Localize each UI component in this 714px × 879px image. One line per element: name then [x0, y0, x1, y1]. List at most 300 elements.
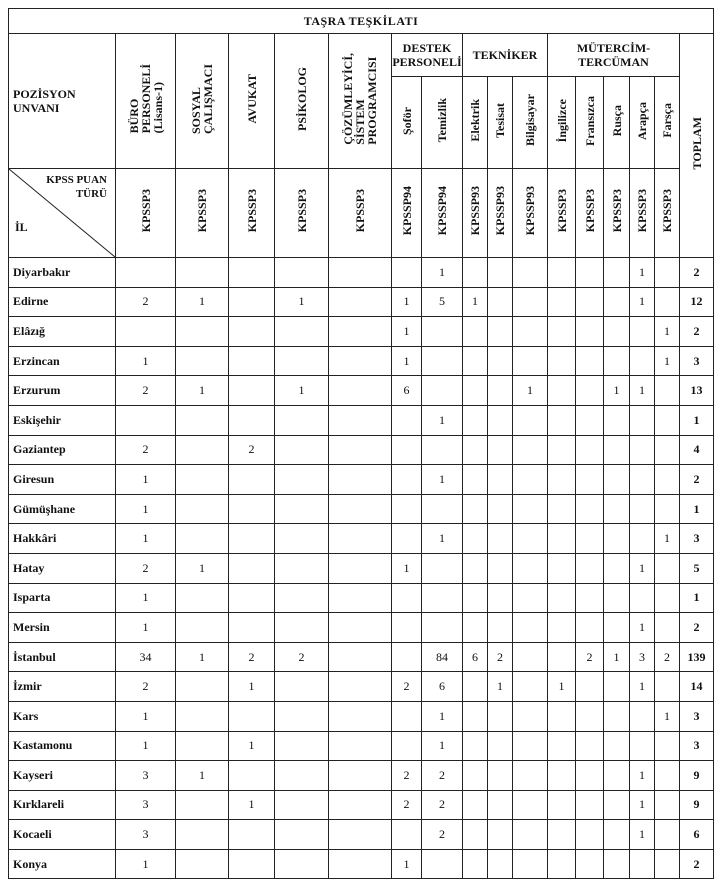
- count-cell: 1: [229, 672, 275, 702]
- col-header-label: Bilgisayar: [523, 94, 537, 147]
- group-header-tekniker: TEKNİKER: [463, 34, 548, 77]
- table-row: [9, 731, 714, 761]
- count-cell: [655, 494, 680, 524]
- table-row: [9, 317, 714, 347]
- count-cell: [392, 701, 422, 731]
- count-cell: [488, 494, 513, 524]
- count-cell: [655, 287, 680, 317]
- table-row: [9, 494, 714, 524]
- row-total: 4: [680, 435, 714, 465]
- count-cell: [275, 494, 329, 524]
- row-total: 12: [680, 287, 714, 317]
- count-cell: 3: [116, 820, 176, 850]
- count-cell: 2: [392, 761, 422, 791]
- count-cell: 84: [422, 642, 463, 672]
- count-cell: 1: [116, 524, 176, 554]
- count-cell: [329, 258, 392, 288]
- count-cell: [392, 405, 422, 435]
- col-header-psikolog: [275, 34, 329, 169]
- table-title: TAŞRA TEŞKİLATI: [9, 9, 714, 34]
- table-row: [9, 761, 714, 791]
- kpss-type-label: KPSSP93: [468, 186, 482, 236]
- count-cell: [392, 613, 422, 643]
- count-cell: [176, 524, 229, 554]
- count-cell: [576, 820, 604, 850]
- count-cell: [513, 583, 548, 613]
- kpss-il-corner: [9, 169, 116, 258]
- count-cell: [329, 346, 392, 376]
- kpss-type-label: KPSSP3: [609, 189, 624, 233]
- count-cell: 2: [422, 790, 463, 820]
- col-header-avukat: [229, 34, 275, 169]
- count-cell: [630, 346, 655, 376]
- table-row: [9, 376, 714, 406]
- count-cell: 1: [229, 731, 275, 761]
- count-cell: [513, 820, 548, 850]
- province-name: Gaziantep: [9, 435, 116, 465]
- count-cell: 1: [630, 613, 655, 643]
- count-cell: [488, 258, 513, 288]
- count-cell: 1: [275, 376, 329, 406]
- table-row: [9, 258, 714, 288]
- count-cell: [422, 317, 463, 347]
- count-cell: [176, 258, 229, 288]
- kpss-type-cell: [463, 169, 488, 258]
- count-cell: [548, 761, 576, 791]
- kpss-type-cell: [116, 169, 176, 258]
- count-cell: [116, 317, 176, 347]
- count-cell: [488, 435, 513, 465]
- count-cell: [463, 701, 488, 731]
- row-total: 3: [680, 524, 714, 554]
- count-cell: 1: [463, 287, 488, 317]
- count-cell: [604, 761, 630, 791]
- row-total: 9: [680, 790, 714, 820]
- count-cell: [488, 613, 513, 643]
- count-cell: [329, 731, 392, 761]
- count-cell: [513, 613, 548, 643]
- col-header-elektrik: [463, 77, 488, 169]
- count-cell: [513, 642, 548, 672]
- count-cell: [229, 258, 275, 288]
- count-cell: [655, 613, 680, 643]
- table-row: [9, 465, 714, 495]
- kpss-type-label: KPSSP3: [244, 189, 259, 233]
- count-cell: [329, 524, 392, 554]
- count-cell: 1: [275, 287, 329, 317]
- count-cell: [176, 613, 229, 643]
- count-cell: [229, 494, 275, 524]
- count-cell: [604, 790, 630, 820]
- count-cell: [488, 376, 513, 406]
- table-row: [9, 287, 714, 317]
- count-cell: 2: [116, 376, 176, 406]
- count-cell: 2: [422, 820, 463, 850]
- count-cell: [604, 465, 630, 495]
- col-header-label: İngilizce: [554, 98, 569, 143]
- count-cell: 2: [275, 642, 329, 672]
- count-cell: [576, 761, 604, 791]
- count-cell: 1: [229, 790, 275, 820]
- col-header-label: Elektrik: [468, 99, 482, 142]
- count-cell: [548, 553, 576, 583]
- count-cell: [604, 405, 630, 435]
- count-cell: [548, 465, 576, 495]
- kpss-type-label: KPSSP3: [294, 189, 309, 233]
- count-cell: [655, 672, 680, 702]
- count-cell: 2: [422, 761, 463, 791]
- count-cell: 2: [392, 672, 422, 702]
- kpss-type-cell: [329, 169, 392, 258]
- count-cell: [463, 731, 488, 761]
- count-cell: [229, 376, 275, 406]
- count-cell: [604, 258, 630, 288]
- count-cell: [576, 376, 604, 406]
- count-cell: [392, 494, 422, 524]
- kpss-type-cell: [604, 169, 630, 258]
- count-cell: 1: [116, 465, 176, 495]
- count-cell: [275, 465, 329, 495]
- count-cell: [176, 820, 229, 850]
- count-cell: [655, 553, 680, 583]
- count-cell: 2: [116, 287, 176, 317]
- count-cell: [488, 701, 513, 731]
- count-cell: [576, 613, 604, 643]
- count-cell: [176, 583, 229, 613]
- count-cell: 2: [655, 642, 680, 672]
- count-cell: [513, 287, 548, 317]
- count-cell: [513, 790, 548, 820]
- count-cell: [548, 731, 576, 761]
- count-cell: [275, 672, 329, 702]
- total-header-label: TOPLAM: [689, 117, 704, 170]
- count-cell: 1: [422, 524, 463, 554]
- row-total: 2: [680, 317, 714, 347]
- kpss-type-cell: [513, 169, 548, 258]
- count-cell: [329, 642, 392, 672]
- count-cell: [275, 583, 329, 613]
- count-cell: [513, 494, 548, 524]
- count-cell: [548, 583, 576, 613]
- count-cell: 34: [116, 642, 176, 672]
- row-total: 3: [680, 701, 714, 731]
- count-cell: 1: [655, 346, 680, 376]
- count-cell: [548, 642, 576, 672]
- table-row: [9, 346, 714, 376]
- count-cell: [392, 258, 422, 288]
- row-total: 2: [680, 613, 714, 643]
- count-cell: [463, 583, 488, 613]
- table-row: [9, 405, 714, 435]
- province-name: Konya: [9, 849, 116, 879]
- count-cell: 1: [630, 761, 655, 791]
- province-name: Erzurum: [9, 376, 116, 406]
- count-cell: [463, 761, 488, 791]
- col-header-label: Fransızca: [582, 95, 597, 146]
- table-row: [9, 701, 714, 731]
- count-cell: [329, 287, 392, 317]
- count-cell: [229, 317, 275, 347]
- count-cell: [275, 405, 329, 435]
- count-cell: 1: [513, 376, 548, 406]
- count-cell: [176, 672, 229, 702]
- col-header-tesisat: [488, 77, 513, 169]
- count-cell: 1: [422, 465, 463, 495]
- count-cell: [329, 494, 392, 524]
- group-header-destek: DESTEK PERSONELİ: [392, 34, 463, 77]
- count-cell: [655, 465, 680, 495]
- count-cell: [488, 287, 513, 317]
- kpss-type-cell: [576, 169, 604, 258]
- count-cell: [604, 346, 630, 376]
- kpss-type-label: KPSSP3: [353, 189, 367, 233]
- count-cell: [655, 731, 680, 761]
- kpss-type-cell: [229, 169, 275, 258]
- col-header-sofor: [392, 77, 422, 169]
- count-cell: [392, 435, 422, 465]
- count-cell: [463, 258, 488, 288]
- count-cell: 1: [392, 346, 422, 376]
- table-row: [9, 613, 714, 643]
- count-cell: [488, 731, 513, 761]
- col-header-cozumleyici: [329, 34, 392, 169]
- kpss-type-cell: [176, 169, 229, 258]
- count-cell: 1: [422, 701, 463, 731]
- count-cell: [513, 701, 548, 731]
- count-cell: [630, 435, 655, 465]
- count-cell: 1: [176, 642, 229, 672]
- count-cell: [329, 790, 392, 820]
- count-cell: [275, 317, 329, 347]
- province-name: Gümüşhane: [9, 494, 116, 524]
- table-row: [9, 642, 714, 672]
- count-cell: [576, 701, 604, 731]
- count-cell: 2: [488, 642, 513, 672]
- province-name: Hatay: [9, 553, 116, 583]
- kpss-type-label: KPSSP3: [195, 189, 209, 233]
- table-row: [9, 672, 714, 702]
- count-cell: 1: [630, 287, 655, 317]
- count-cell: [463, 435, 488, 465]
- col-header-buro: [116, 34, 176, 169]
- count-cell: 1: [392, 317, 422, 347]
- count-cell: [229, 405, 275, 435]
- province-name: Giresun: [9, 465, 116, 495]
- count-cell: [630, 524, 655, 554]
- count-cell: [548, 701, 576, 731]
- count-cell: [513, 553, 548, 583]
- count-cell: [392, 820, 422, 850]
- count-cell: 6: [392, 376, 422, 406]
- table-row: [9, 849, 714, 879]
- count-cell: [229, 613, 275, 643]
- count-cell: 1: [655, 524, 680, 554]
- count-cell: [392, 465, 422, 495]
- table-row: [9, 435, 714, 465]
- col-header-label: BÜRO PERSONELİ (Lisans-1): [126, 64, 165, 134]
- col-header-label: AVUKAT: [244, 74, 259, 124]
- count-cell: [329, 376, 392, 406]
- row-total: 5: [680, 553, 714, 583]
- row-total: 13: [680, 376, 714, 406]
- col-header-sosyal: [176, 34, 229, 169]
- count-cell: [488, 524, 513, 554]
- count-cell: [548, 317, 576, 347]
- count-cell: [176, 494, 229, 524]
- count-cell: [655, 761, 680, 791]
- count-cell: [655, 376, 680, 406]
- count-cell: [329, 317, 392, 347]
- count-cell: [576, 553, 604, 583]
- kpss-type-cell: [630, 169, 655, 258]
- count-cell: 1: [630, 376, 655, 406]
- count-cell: [229, 761, 275, 791]
- table-row: [9, 524, 714, 554]
- count-cell: 1: [422, 258, 463, 288]
- count-cell: [422, 494, 463, 524]
- count-cell: [604, 731, 630, 761]
- count-cell: [463, 672, 488, 702]
- col-header-label: ÇÖZÜMLEYİCİ, SİSTEM PROGRAMCISI: [341, 53, 379, 145]
- count-cell: 1: [176, 287, 229, 317]
- province-name: Edirne: [9, 287, 116, 317]
- province-name: Isparta: [9, 583, 116, 613]
- count-cell: [576, 790, 604, 820]
- count-cell: 3: [116, 761, 176, 791]
- kpss-type-label: KPSSP94: [399, 186, 414, 236]
- count-cell: [275, 613, 329, 643]
- count-cell: [275, 820, 329, 850]
- count-cell: 2: [116, 672, 176, 702]
- row-total: 9: [680, 761, 714, 791]
- kpss-type-cell: [275, 169, 329, 258]
- count-cell: [513, 524, 548, 554]
- count-cell: [513, 435, 548, 465]
- count-cell: [548, 820, 576, 850]
- province-name: İzmir: [9, 672, 116, 702]
- count-cell: [488, 790, 513, 820]
- row-total: 1: [680, 405, 714, 435]
- count-cell: [463, 524, 488, 554]
- count-cell: [488, 761, 513, 791]
- count-cell: [329, 435, 392, 465]
- row-total: 2: [680, 258, 714, 288]
- count-cell: [329, 583, 392, 613]
- province-name: Mersin: [9, 613, 116, 643]
- count-cell: [463, 317, 488, 347]
- count-cell: [488, 820, 513, 850]
- count-cell: [275, 524, 329, 554]
- count-cell: [604, 317, 630, 347]
- count-cell: [655, 405, 680, 435]
- count-cell: [576, 287, 604, 317]
- count-cell: [463, 346, 488, 376]
- count-cell: [488, 346, 513, 376]
- count-cell: [392, 583, 422, 613]
- count-cell: [655, 849, 680, 879]
- col-header-bilgisayar: [513, 77, 548, 169]
- count-cell: [275, 790, 329, 820]
- count-cell: [630, 405, 655, 435]
- count-cell: 1: [392, 553, 422, 583]
- row-total: 2: [680, 849, 714, 879]
- row-total: 1: [680, 583, 714, 613]
- count-cell: 2: [392, 790, 422, 820]
- count-cell: [604, 494, 630, 524]
- count-cell: [548, 405, 576, 435]
- count-cell: [655, 583, 680, 613]
- count-cell: [604, 613, 630, 643]
- count-cell: [548, 790, 576, 820]
- row-total: 1: [680, 494, 714, 524]
- count-cell: [488, 317, 513, 347]
- count-cell: [422, 376, 463, 406]
- count-cell: [275, 849, 329, 879]
- count-cell: [116, 258, 176, 288]
- count-cell: [422, 435, 463, 465]
- count-cell: [229, 820, 275, 850]
- count-cell: [576, 405, 604, 435]
- count-cell: 1: [630, 258, 655, 288]
- count-cell: [548, 435, 576, 465]
- count-cell: [513, 258, 548, 288]
- count-cell: 1: [116, 613, 176, 643]
- count-cell: [463, 613, 488, 643]
- count-cell: 1: [116, 494, 176, 524]
- count-cell: [229, 553, 275, 583]
- count-cell: [655, 820, 680, 850]
- count-cell: [176, 731, 229, 761]
- count-cell: [329, 849, 392, 879]
- count-cell: [463, 790, 488, 820]
- count-cell: [548, 524, 576, 554]
- count-cell: [548, 258, 576, 288]
- count-cell: [576, 672, 604, 702]
- count-cell: [488, 849, 513, 879]
- province-name: İstanbul: [9, 642, 116, 672]
- count-cell: [513, 672, 548, 702]
- count-cell: [630, 583, 655, 613]
- count-cell: [548, 849, 576, 879]
- count-cell: [630, 701, 655, 731]
- province-name: Kocaeli: [9, 820, 116, 850]
- count-cell: [422, 583, 463, 613]
- province-name: Kastamonu: [9, 731, 116, 761]
- province-name: Kayseri: [9, 761, 116, 791]
- count-cell: [463, 553, 488, 583]
- count-cell: [229, 287, 275, 317]
- count-cell: [548, 287, 576, 317]
- count-cell: 1: [604, 642, 630, 672]
- count-cell: [576, 583, 604, 613]
- row-total: 6: [680, 820, 714, 850]
- count-cell: [513, 465, 548, 495]
- count-cell: [329, 701, 392, 731]
- kpss-type-cell: [422, 169, 463, 258]
- kpss-puan-turu-label: KPSS PUAN TÜRÜ: [46, 174, 107, 200]
- col-header-label: Arapça: [635, 101, 649, 140]
- il-label: İL: [15, 220, 28, 234]
- col-header-label: Farsça: [660, 103, 674, 138]
- count-cell: [275, 761, 329, 791]
- count-cell: 1: [630, 790, 655, 820]
- col-header-label: Tesisat: [493, 103, 507, 138]
- count-cell: [275, 435, 329, 465]
- count-cell: [229, 346, 275, 376]
- count-cell: 1: [116, 346, 176, 376]
- count-cell: 1: [655, 317, 680, 347]
- count-cell: [548, 494, 576, 524]
